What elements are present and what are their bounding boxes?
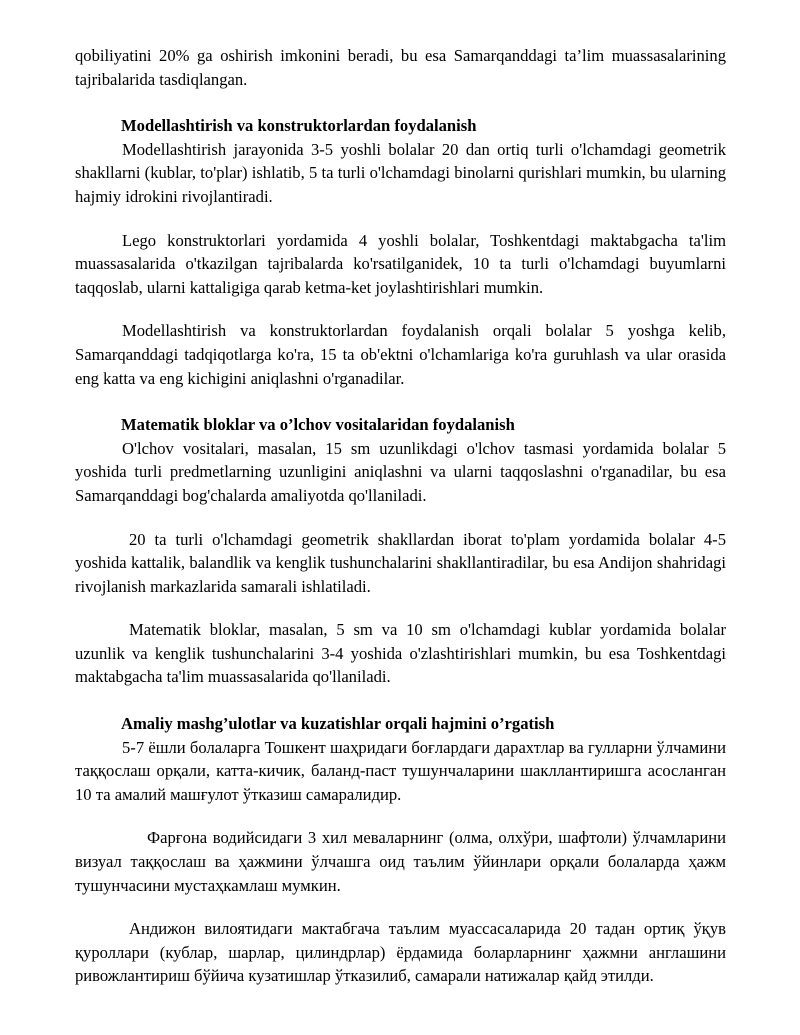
paragraph-modeling-3: Modellashtirish va konstruktorlardan foydalanish orqali bolalar 5 yoshga kelib, Samarqanddagi tadqiqotlarga ko'ra, 15 ta ob'ektni o'lchamlariga ko'ra guruhlash va ular orasida eng katta va eng kichigini aniqlashni o'rganadilar.: [75, 321, 726, 388]
paragraph-intro: qobiliyatini 20% ga oshirish imkonini beradi, bu esa Samarqanddagi ta’lim muassasalarining tajribalarida tasdiqlangan.: [75, 46, 726, 89]
paragraph-practical-1: 5-7 ёшли болаларга Тошкент шаҳридаги боғлардаги дарахтлар ва гулларни ўлчамини таққослаш орқали, катта-кичик, баланд-паст тушунчаларини шакллантиришга асосланган 10 та амалий машғулот ўтказиш самаралидир.: [75, 737, 726, 804]
section-heading-math-blocks: Matematik bloklar va o’lchov vositalaridan foydalanish: [121, 415, 515, 435]
paragraph-modeling-2: Lego konstruktorlari yordamida 4 yoshli bolalar, Toshkentdagi maktabgacha ta'lim muassasalarida o'tkazilgan tajribalarda ko'rsatilganidek, 10 ta turli o'lchamdagi buyumlarni taqqoslab, ularni kattaligiga qarab ketma-ket joylashtirishlari mumkin.: [75, 230, 726, 297]
paragraph-math-2: 20 ta turli o'lchamdagi geometrik shakllardan iborat to'plam yordamida bolalar 4-5 yoshida kattalik, balandlik va kenglik tushunchalarini shakllantiradilar, bu esa Andijon shahridagi rivojlanish markazlarida samarali ishlatiladi.: [75, 529, 726, 596]
section-heading-modeling: Modellashtirish va konstruktorlardan foydalanish: [121, 116, 477, 136]
paragraph-practical-2: Фарғона водийсидаги 3 хил меваларнинг (олма, олхўри, шафтоли) ўлчамларини визуал таққослаш ва ҳажмини ўлчашга оид таълим ўйинлари орқали болаларда ҳажм тушунчасини мустаҳкамлаш мумкин.: [75, 828, 726, 895]
paragraph-math-1: O'lchov vositalari, masalan, 15 sm uzunlikdagi o'lchov tasmasi yordamida bolalar 5 yoshida turli predmetlarning uzunligini aniqlashni va ularni taqqoslashni o'rganadilar, bu esa Samarqanddagi bog'chalarda amaliyotda qo'llaniladi.: [75, 438, 726, 505]
paragraph-practical-3: Андижон вилоятидаги мактабгача таълим муассасаларида 20 тадан ортиқ ўқув қуроллари (кублар, шарлар, цилиндрлар) ёрдамида боларларнинг ҳажмни англашини ривожлантириш бўйича кузатишлар ўтказилиб, самарали натижалар қайд этилди.: [75, 919, 726, 986]
paragraph-math-3: Matematik bloklar, masalan, 5 sm va 10 sm o'lchamdagi kublar yordamida bolalar uzunlik va kenglik tushunchalarini 3-4 yoshida o'zlashtirishlari mumkin, bu esa Toshkentdagi maktabgacha ta'lim muassasalarida qo'llaniladi.: [75, 620, 726, 687]
section-heading-practical: Amaliy mashg’ulotlar va kuzatishlar orqali hajmini o’rgatish: [121, 714, 555, 734]
document-page: [75, 44, 726, 988]
paragraph-modeling-1: Modellashtirish jarayonida 3-5 yoshli bolalar 20 dan ortiq turli o'lchamdagi geometrik shakllarni (kublar, to'plar) ishlatib, 5 ta turli o'lchamdagi binolarni qurishlari mumkin, bu ularning hajmiy idrokini rivojlantiradi.: [75, 139, 726, 206]
